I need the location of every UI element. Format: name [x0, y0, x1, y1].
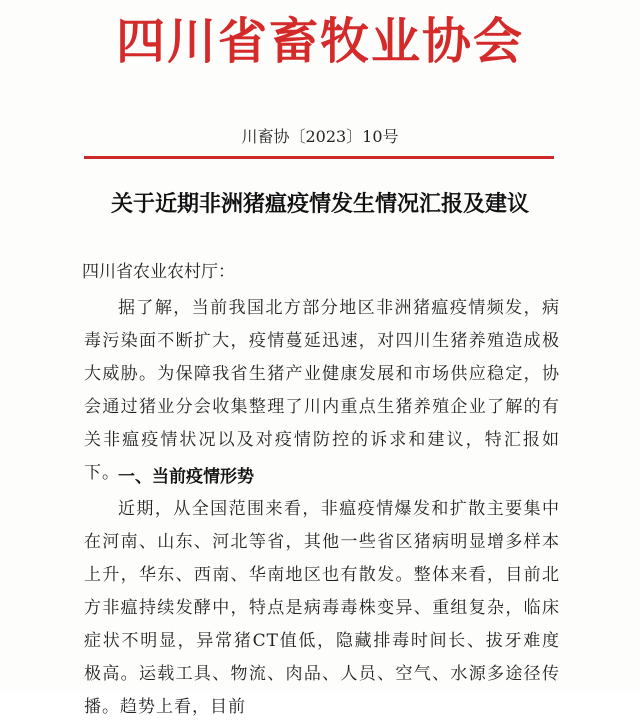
document-title: 关于近期非洲猪瘟疫情发生情况汇报及建议	[110, 191, 529, 217]
body-paragraph-1: 据了解，当前我国北方部分地区非洲猪瘟疫情频发，病毒污染面不断扩大，疫情蔓延迅速，对四川生猪养殖造成极大威胁。为保障我省生猪产业健康发展和市场供应稳定，协会通过猪业分会收集整理了川内重点生猪养殖企业了解的有关非瘟疫情状况以及对疫情防控的诉求和建议，特汇报如下。	[84, 298, 560, 483]
body-paragraph-2: 近期，从全国范围来看，非瘟疫情爆发和扩散主要集中在河南、山东、河北等省，其他一些省区猪病明显增多样本上升，华东、西南、华南地区也有散发。整体来看，目前北方非瘟持续发酵中，特点是病毒毒株变异、重组复杂，临床症状不明显，异常猪CT值低，隐藏排毒时间长、拔牙难度极高。运载工具、物流、肉品、人员、空气、水源多途径传播。趋势上看，目前	[84, 499, 560, 717]
recipient-line: 四川省农业农村厅：	[82, 262, 235, 282]
section-heading: 一、当前疫情形势	[118, 467, 254, 487]
letterhead-title: 四川省畜牧业协会	[115, 12, 524, 70]
document-number: 川畜协〔2023〕10号	[241, 127, 399, 146]
red-divider-line	[84, 156, 554, 159]
